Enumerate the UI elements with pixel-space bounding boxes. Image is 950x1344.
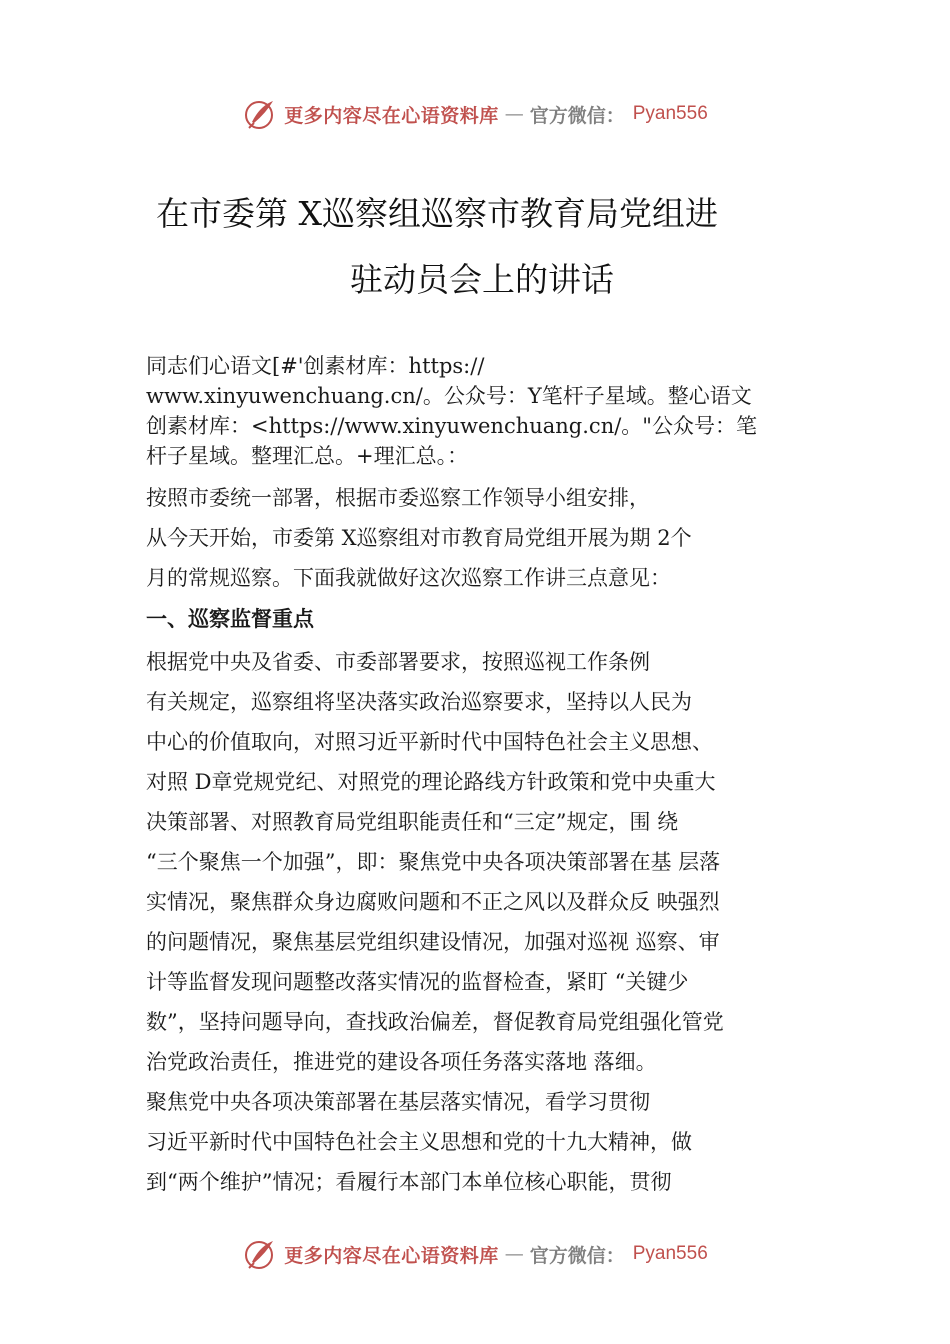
banner-wechat-id: Pyan556 (632, 103, 708, 124)
quill-pen-logo-icon (242, 1236, 278, 1272)
body-line: 创素材库：<https://www.xinyuwenchuang.cn/。"公众号：笔 (146, 414, 757, 438)
body-line: 同志们心语文[#'创素材库：https:// (146, 354, 485, 378)
body-line: 杆子星域。整理汇总。+理汇总。： (146, 444, 469, 468)
banner-text: 更多内容尽在心语资料库 (284, 104, 499, 127)
banner-content (242, 96, 708, 132)
body-line: 实情况，聚焦群众身边腐败问题和不正之风以及群众反 映强烈 (146, 890, 720, 914)
section-heading: 一、巡察监督重点 (146, 607, 314, 631)
body-line: 有关规定，巡察组将坚决落实政治巡察要求，坚持以人民为 (146, 690, 692, 714)
body-line: 对照 D章党规党纪、对照党的理论路线方针政策和党中央重大 (146, 770, 716, 794)
banner-separator: — (504, 103, 524, 125)
body-line: 聚焦党中央各项决策部署在基层落实情况，看学习贯彻 (146, 1090, 650, 1114)
body-line: 习近平新时代中国特色社会主义思想和党的十九大精神，做 (146, 1130, 692, 1154)
header-banner (0, 94, 950, 134)
banner-content (242, 1236, 708, 1272)
banner-label: 官方微信： (529, 1244, 625, 1267)
body-line: 的问题情况，聚焦基层党组织建设情况，加强对巡视 巡察、审 (146, 930, 720, 954)
document-title-line-2: 驻动员会上的讲话 (350, 260, 614, 299)
banner-separator: — (504, 1243, 524, 1265)
body-line: 根据党中央及省委、市委部署要求，按照巡视工作条例 (146, 650, 650, 674)
body-line: 中心的价值取向，对照习近平新时代中国特色社会主义思想、 (146, 730, 713, 754)
banner-label: 官方微信： (529, 104, 625, 127)
banner-text: 更多内容尽在心语资料库 (284, 1244, 499, 1267)
body-line: 决策部署、对照教育局党组职能责任和“三定”规定，围 绕 (146, 810, 679, 834)
banner-wechat-id: Pyan556 (632, 1243, 708, 1264)
body-line: www.xinyuwenchuang.cn/。公众号：Y笔杆子星域。整心语文 (146, 384, 752, 408)
quill-pen-logo-icon (242, 96, 278, 132)
body-line: 按照市委统一部署，根据市委巡察工作领导小组安排， (146, 486, 650, 510)
document-title-line-1: 在市委第 X巡察组巡察市教育局党组进 (156, 194, 718, 233)
body-line: “三个聚焦一个加强”，即：聚焦党中央各项决策部署在基 层落 (146, 850, 721, 874)
body-line: 从今天开始，市委第 X巡察组对市教育局党组开展为期 2个 (146, 526, 692, 550)
body-line: 月的常规巡察。下面我就做好这次巡察工作讲三点意见： (146, 566, 671, 590)
body-line: 数”，坚持问题导向，查找政治偏差，督促教育局党组强化管党 (146, 1010, 724, 1034)
body-line: 计等监督发现问题整改落实情况的监督检查，紧盯 “关键少 (146, 970, 689, 994)
body-line: 治党政治责任，推进党的建设各项任务落实落地 落细。 (146, 1050, 657, 1074)
footer-banner (0, 1234, 950, 1274)
body-line: 到“两个维护”情况；看履行本部门本单位核心职能，贯彻 (146, 1170, 672, 1194)
